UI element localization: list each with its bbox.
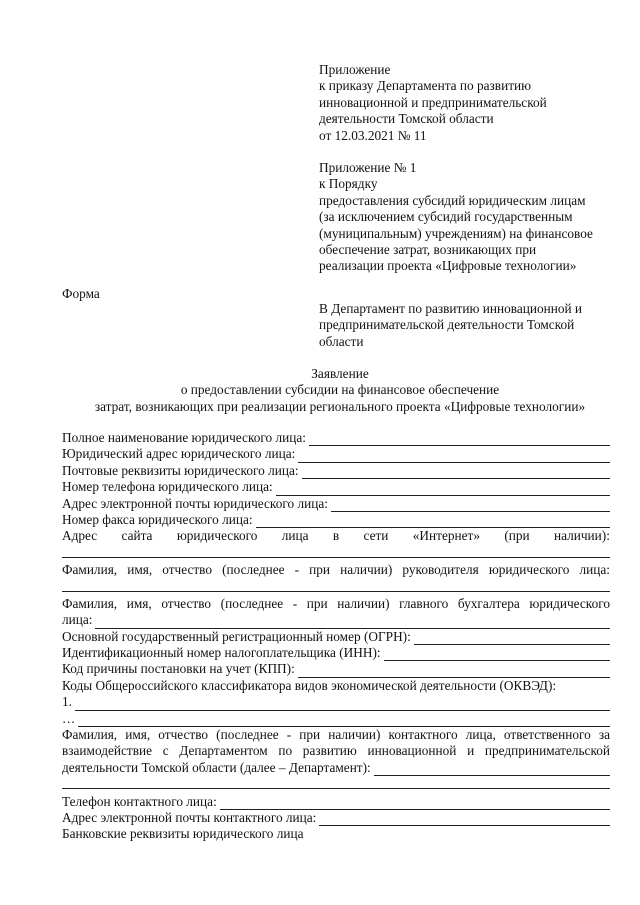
fill-line[interactable] <box>75 698 610 711</box>
list-ellipsis: … <box>62 710 76 726</box>
field-contact-cont[interactable] <box>62 760 610 776</box>
website-word: в <box>332 528 340 544</box>
field-label: Адрес электронной почты юридического лица: <box>62 495 328 511</box>
field-label: Адрес электронной почты контактного лица: <box>62 809 317 825</box>
appendix1-line: реализации проекта «Цифровые технологии» <box>319 258 577 274</box>
title-line: затрат, возникающих при реализации регионального проекта «Цифровые технологии» <box>94 398 586 414</box>
field-contact-phone[interactable] <box>62 794 610 810</box>
fill-line[interactable] <box>78 714 610 727</box>
appendix-line: к приказу Департамента по развитию <box>319 78 532 94</box>
form-label: Форма <box>62 286 100 301</box>
field-ogrn[interactable] <box>62 629 610 645</box>
fill-line[interactable] <box>220 797 610 810</box>
fill-line[interactable] <box>414 632 610 645</box>
website-word: юридического <box>176 528 258 544</box>
addressee-line: В Департамент по развитию инновационной и <box>319 301 583 316</box>
field-label: Код причины постановки на учет (КПП): <box>62 661 295 677</box>
field-email[interactable] <box>62 496 610 512</box>
fill-line[interactable] <box>374 763 610 776</box>
title-line: о предоставлении субсидии на финансовое обеспечение <box>180 382 500 398</box>
field-fax[interactable] <box>62 512 610 528</box>
website-word: лица <box>281 528 309 544</box>
field-bank <box>62 826 610 842</box>
field-accountant: Фамилия, имя, отчество (последнее - при наличии) главного бухгалтера юридического <box>62 595 610 611</box>
appendix-title: Приложение <box>319 62 391 77</box>
website-word: (при <box>504 528 530 544</box>
okved-item-more[interactable] <box>62 711 610 727</box>
field-full-name[interactable] <box>62 430 610 446</box>
appendix1-line: обеспечение затрат, возникающих при <box>319 242 537 258</box>
field-label: лица: <box>62 612 93 628</box>
appendix-date: от 12.03.2021 № 11 <box>319 127 427 143</box>
field-label: Юридический адрес юридического лица: <box>62 446 296 462</box>
fill-line[interactable] <box>298 665 610 678</box>
appendix-line: инновационной и предпринимательской <box>319 94 547 110</box>
field-kpp[interactable] <box>62 661 610 677</box>
fill-line[interactable] <box>319 813 610 826</box>
field-label: Банковские реквизиты юридического лица <box>62 826 304 842</box>
field-website <box>62 528 610 544</box>
appendix1-line: предоставления субсидий юридическим лицам <box>319 192 586 208</box>
addressee-line: предпринимательской деятельности Томской <box>319 317 575 333</box>
fill-line[interactable] <box>302 466 610 479</box>
field-label: Телефон контактного лица: <box>62 793 217 809</box>
application-fields <box>62 430 610 843</box>
application-title <box>40 366 640 415</box>
field-okved <box>62 678 610 694</box>
addressee-line: области <box>319 333 364 349</box>
field-label: Номер факса юридического лица: <box>62 511 253 527</box>
appendix1-line: (муниципальным) учреждениям) на финансовое <box>319 225 593 241</box>
appendix-header <box>319 62 619 275</box>
field-legal-address[interactable] <box>62 446 610 462</box>
fill-line[interactable] <box>298 450 610 463</box>
addressee-block <box>319 301 619 350</box>
title-heading: Заявление <box>311 366 369 381</box>
field-director: Фамилия, имя, отчество (последнее - при наличии) руководителя юридического лица: <box>62 562 610 578</box>
fill-line[interactable] <box>276 483 610 496</box>
director-fill-line[interactable] <box>62 579 610 592</box>
website-word: сайта <box>121 528 153 544</box>
fill-line[interactable] <box>331 499 610 512</box>
website-word: наличии): <box>553 528 610 544</box>
website-word: «Интернет» <box>412 528 480 544</box>
okved-item[interactable] <box>62 694 610 710</box>
field-contact-line2: взаимодействие с Департаментом по развитию инновационной и предпринимательской <box>62 743 610 759</box>
field-contact-email[interactable] <box>62 810 610 826</box>
field-label: Идентификационный номер налогоплательщика (ИНН): <box>62 645 381 661</box>
list-number: 1. <box>62 694 72 710</box>
appendix1-line: к Порядку <box>319 176 378 192</box>
field-contact: Фамилия, имя, отчество (последнее - при наличии) контактного лица, ответственного за <box>62 727 610 743</box>
fill-line[interactable] <box>95 616 610 629</box>
field-label: деятельности Томской области (далее – Департамент): <box>62 759 371 775</box>
website-word: Адрес <box>62 528 98 544</box>
appendix1-title: Приложение № 1 <box>319 160 417 176</box>
fill-line[interactable] <box>384 648 610 661</box>
contact-fill-line[interactable] <box>62 776 610 789</box>
field-accountant-cont[interactable] <box>62 612 610 628</box>
website-fill-line[interactable] <box>62 545 610 558</box>
fill-line[interactable] <box>256 515 610 528</box>
fill-line[interactable] <box>309 433 610 446</box>
field-inn[interactable] <box>62 645 610 661</box>
field-label: Номер телефона юридического лица: <box>62 479 273 495</box>
field-label: Коды Общероссийского классификатора видов экономической деятельности (ОКВЭД): <box>62 677 557 693</box>
website-word: сети <box>363 528 389 544</box>
field-label: Основной государственный регистрационный номер (ОГРН): <box>62 628 411 644</box>
field-phone[interactable] <box>62 479 610 495</box>
field-label: Почтовые реквизиты юридического лица: <box>62 462 299 478</box>
field-label: Полное наименование юридического лица: <box>62 429 306 445</box>
field-postal[interactable] <box>62 463 610 479</box>
appendix1-line: (за исключением субсидий государственным <box>319 209 573 225</box>
appendix-line: деятельности Томской области <box>319 111 494 127</box>
